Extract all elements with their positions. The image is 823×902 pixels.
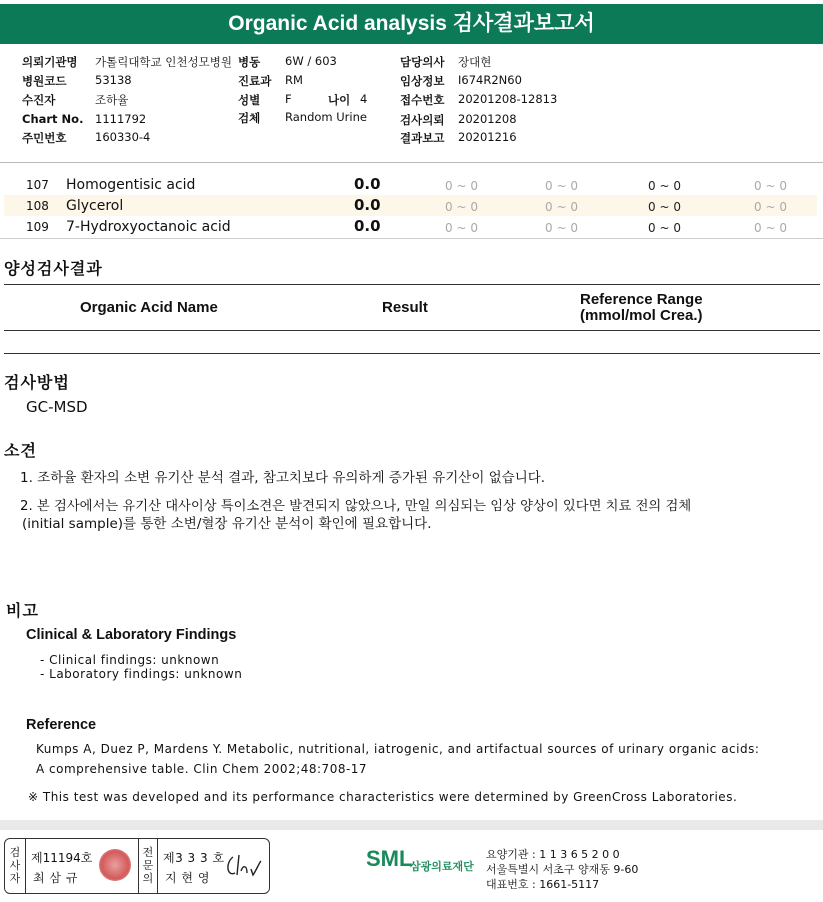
- sml-logo-subtitle: 삼광의료재단: [410, 860, 474, 873]
- signature-box: [4, 838, 270, 894]
- table-row: [4, 216, 817, 237]
- method-title: 검사방법: [4, 373, 70, 392]
- page-break: [0, 820, 823, 830]
- clinical-finding: - Clinical findings: unknown: [40, 653, 220, 667]
- specimen-label: 검체: [238, 111, 261, 125]
- collector-value: 조하율: [95, 93, 129, 107]
- laboratory-finding: - Laboratory findings: unknown: [40, 667, 243, 681]
- table-row: [4, 174, 817, 195]
- row-name: 7-Hydroxyoctanoic acid: [66, 219, 231, 235]
- doctor-value: 장대현: [458, 55, 492, 69]
- col-reference-unit: (mmol/mol Crea.): [580, 307, 703, 324]
- positive-table-end: [4, 353, 820, 354]
- row-range-3: 0 ~ 0: [648, 179, 681, 193]
- row-value: 0.0: [354, 217, 381, 235]
- hospital-code-value: 53138: [95, 73, 132, 87]
- ward-value: 6W / 603: [285, 54, 337, 68]
- reference-line-1: Kumps A, Duez P, Mardens Y. Metabolic, nutritional, iatrogenic, and artifactual sources of urinary organic acids:: [36, 742, 760, 756]
- receipt-value: 20201208-12813: [458, 92, 558, 106]
- divider: [157, 839, 158, 893]
- address: 서울특별시 서초구 양재동 9-60: [486, 863, 639, 876]
- opinion-line-1: 1. 조하율 환자의 소변 유기산 분석 결과, 참고치보다 유의하게 증가된 유기산이 없습니다.: [20, 470, 546, 486]
- info-divider: [0, 162, 823, 163]
- specimen-value: Random Urine: [285, 110, 367, 124]
- age-value: 4: [360, 92, 368, 106]
- opinion-title: 소견: [4, 441, 37, 460]
- inspector-name: 최 삼 규: [33, 871, 78, 885]
- signature-icon: [223, 851, 263, 881]
- row-no: 109: [26, 220, 49, 234]
- sml-logo: SML: [366, 846, 413, 871]
- age-label: 나이: [328, 93, 351, 107]
- row-range-4: 0 ~ 0: [754, 221, 787, 235]
- clinical-value: I674R2N60: [458, 73, 522, 87]
- sex-label: 성별: [238, 93, 261, 107]
- row-range-4: 0 ~ 0: [754, 179, 787, 193]
- reference-title: Reference: [26, 717, 97, 733]
- col-reference-range: Reference Range: [580, 291, 703, 308]
- chart-label: Chart No.: [22, 112, 84, 126]
- table-row: [4, 195, 817, 216]
- inspector-vertical-label: 검사자: [9, 846, 21, 885]
- row-name: Homogentisic acid: [66, 177, 196, 193]
- row-range-2: 0 ~ 0: [545, 200, 578, 214]
- row-range-3: 0 ~ 0: [648, 221, 681, 235]
- hospital-code-label: 병원코드: [22, 74, 67, 88]
- findings-title: Clinical & Laboratory Findings: [26, 627, 237, 643]
- institution-value: 가톨릭대학교 인천성모병원: [95, 55, 232, 69]
- report-title: Organic Acid analysis 검사결과보고서: [0, 4, 823, 44]
- row-range-3: 0 ~ 0: [648, 200, 681, 214]
- method-value: GC-MSD: [26, 398, 88, 416]
- row-range-2: 0 ~ 0: [545, 221, 578, 235]
- row-range-4: 0 ~ 0: [754, 200, 787, 214]
- positive-title: 양성검사결과: [4, 259, 103, 278]
- opinion-line-2a: 2. 본 검사에서는 유기산 대사이상 특이소견은 발견되지 않았으나, 만일 의심되는 임상 양상이 있다면 치료 전의 검체: [20, 499, 692, 514]
- clinical-label: 임상정보: [400, 74, 445, 88]
- collector-label: 수진자: [22, 93, 56, 107]
- row-range-1: 0 ~ 0: [445, 200, 478, 214]
- reviewer-vertical-label: 전문의: [142, 846, 154, 885]
- request-value: 20201208: [458, 112, 517, 126]
- opinion-line-2b: (initial sample)를 통한 소변/혈장 유기산 분석이 확인에 필요합니다.: [22, 516, 432, 532]
- report-label: 결과보고: [400, 131, 445, 145]
- dept-label: 진료과: [238, 74, 272, 88]
- row-name: Glycerol: [66, 198, 124, 214]
- reviewer-number: 제3 3 3 호: [163, 851, 225, 865]
- resident-value: 160330-4: [95, 130, 151, 144]
- row-range-1: 0 ~ 0: [445, 221, 478, 235]
- table-bottom-line: [0, 238, 823, 239]
- row-value: 0.0: [354, 175, 381, 193]
- col-organic-acid-name: Organic Acid Name: [80, 299, 218, 316]
- row-no: 107: [26, 178, 49, 192]
- chart-value: 1111792: [95, 112, 147, 126]
- sex-value: F: [285, 92, 292, 106]
- reference-line-2: A comprehensive table. Clin Chem 2002;48:708-17: [36, 762, 368, 776]
- remarks-title: 비고: [6, 601, 39, 620]
- institution-code: 요양기관 : 1 1 3 6 5 2 0 0: [486, 848, 620, 861]
- reviewer-name: 지 현 영: [165, 871, 210, 885]
- row-no: 108: [26, 199, 49, 213]
- resident-label: 주민번호: [22, 131, 67, 145]
- official-seal-icon: [99, 849, 131, 881]
- institution-label: 의뢰기관명: [22, 55, 78, 69]
- positive-header-bottom: [4, 330, 820, 331]
- row-range-2: 0 ~ 0: [545, 179, 578, 193]
- receipt-label: 접수번호: [400, 93, 445, 107]
- divider: [25, 839, 26, 893]
- ward-label: 병동: [238, 55, 261, 69]
- row-range-1: 0 ~ 0: [445, 179, 478, 193]
- phone-number: 대표번호 : 1661-5117: [486, 878, 600, 891]
- request-label: 검사의뢰: [400, 113, 445, 127]
- dept-value: RM: [285, 73, 303, 87]
- disclaimer-note: ※ This test was developed and its performance characteristics were determined by GreenCross Laboratories.: [28, 790, 738, 804]
- inspector-number: 제11194호: [31, 851, 93, 865]
- divider: [138, 839, 139, 893]
- row-value: 0.0: [354, 196, 381, 214]
- positive-header-top: [4, 284, 820, 285]
- patient-info: [0, 50, 823, 162]
- report-value: 20201216: [458, 130, 517, 144]
- doctor-label: 담당의사: [400, 55, 445, 69]
- col-result: Result: [382, 299, 428, 316]
